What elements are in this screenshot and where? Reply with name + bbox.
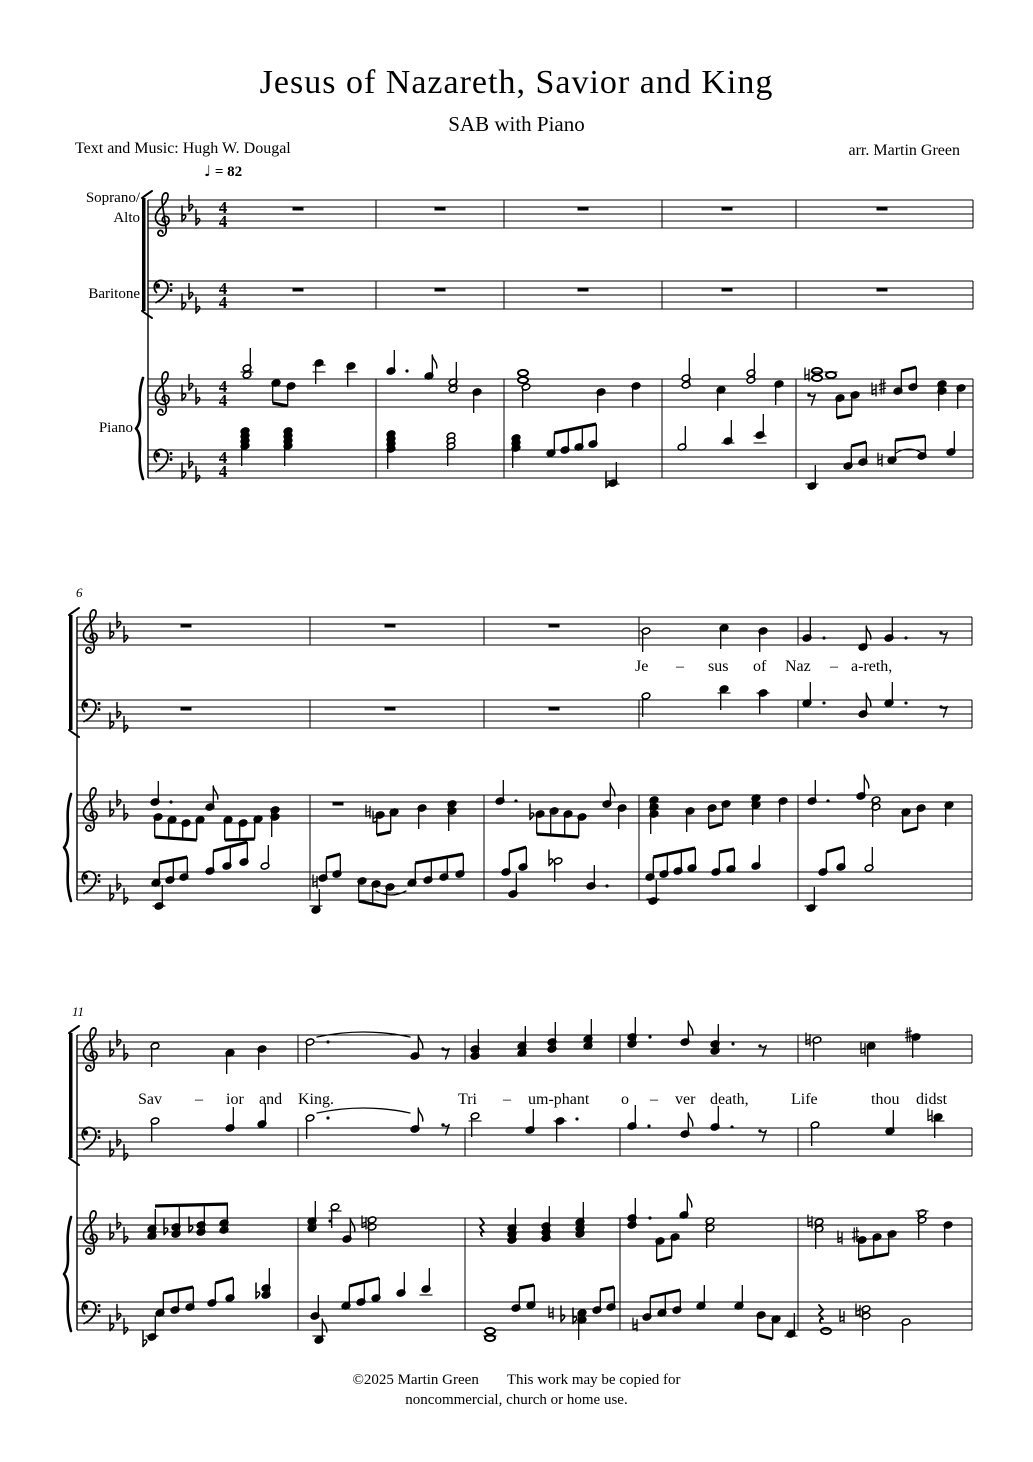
tempo-value: = 82 xyxy=(214,164,243,180)
lyric-syllable: Tri xyxy=(458,1091,477,1108)
lyric-syllable: Naz xyxy=(785,658,811,675)
svg-text:4: 4 xyxy=(218,279,228,298)
copyright-line xyxy=(0,1372,1033,1389)
license-notice-line2: noncommercial, church or home use. xyxy=(405,1392,628,1408)
lyric-syllable: um-phant xyxy=(528,1091,590,1108)
lyric-syllable: o xyxy=(621,1091,629,1108)
copyright-owner: ©2025 Martin Green xyxy=(352,1372,479,1388)
lyric-syllable: ior xyxy=(226,1091,244,1108)
svg-text:4: 4 xyxy=(218,198,228,217)
lyric-syllable: – xyxy=(503,1091,511,1108)
arranger-credit: arr. Martin Green xyxy=(848,142,960,159)
label-soprano: Soprano/ xyxy=(85,190,140,206)
lyric-syllable: Sav xyxy=(138,1091,162,1108)
lyric-syllable: death, xyxy=(710,1091,749,1108)
composer-credit: Text and Music: Hugh W. Dougal xyxy=(75,140,291,157)
svg-text:4: 4 xyxy=(218,293,228,312)
lyric-syllable: thou xyxy=(871,1091,900,1108)
music-system-2 xyxy=(60,600,975,930)
lyric-syllable: sus xyxy=(708,658,729,675)
svg-text:4: 4 xyxy=(218,448,228,467)
svg-text:4: 4 xyxy=(218,462,228,481)
lyric-syllable: a-reth, xyxy=(851,658,893,675)
svg-text:4: 4 xyxy=(218,212,228,231)
lyric-syllable: ver xyxy=(675,1091,696,1108)
tempo-marking xyxy=(204,162,242,181)
lyric-syllable: – xyxy=(650,1091,658,1108)
svg-text:4: 4 xyxy=(218,377,228,396)
music-system-3 xyxy=(60,1025,975,1365)
lyric-syllable: and xyxy=(259,1091,283,1108)
measure-number-11: 11 xyxy=(72,1004,85,1019)
label-baritone: Baritone xyxy=(88,286,140,302)
piece-subtitle: SAB with Piano xyxy=(448,112,585,136)
lyric-syllable: of xyxy=(753,658,767,675)
lyric-syllable: King. xyxy=(298,1091,334,1108)
label-alto: Alto xyxy=(113,210,140,226)
lyric-syllable: – xyxy=(676,658,684,675)
lyric-syllable: Life xyxy=(791,1091,818,1108)
lyric-syllable: – xyxy=(830,658,838,675)
label-piano: Piano xyxy=(98,420,133,436)
lyric-syllable: – xyxy=(195,1091,203,1108)
time-signature xyxy=(219,198,228,481)
measure-number-6: 6 xyxy=(76,585,83,600)
svg-text:4: 4 xyxy=(218,391,228,410)
lyric-syllable: Je xyxy=(635,658,649,675)
lyric-syllable: didst xyxy=(916,1091,948,1108)
music-system-1 xyxy=(60,185,975,515)
license-notice: This work may be copied for xyxy=(506,1372,681,1388)
piece-title: Jesus of Nazareth, Savior and King xyxy=(259,64,774,101)
quarter-note-icon: ♩ xyxy=(204,162,212,180)
